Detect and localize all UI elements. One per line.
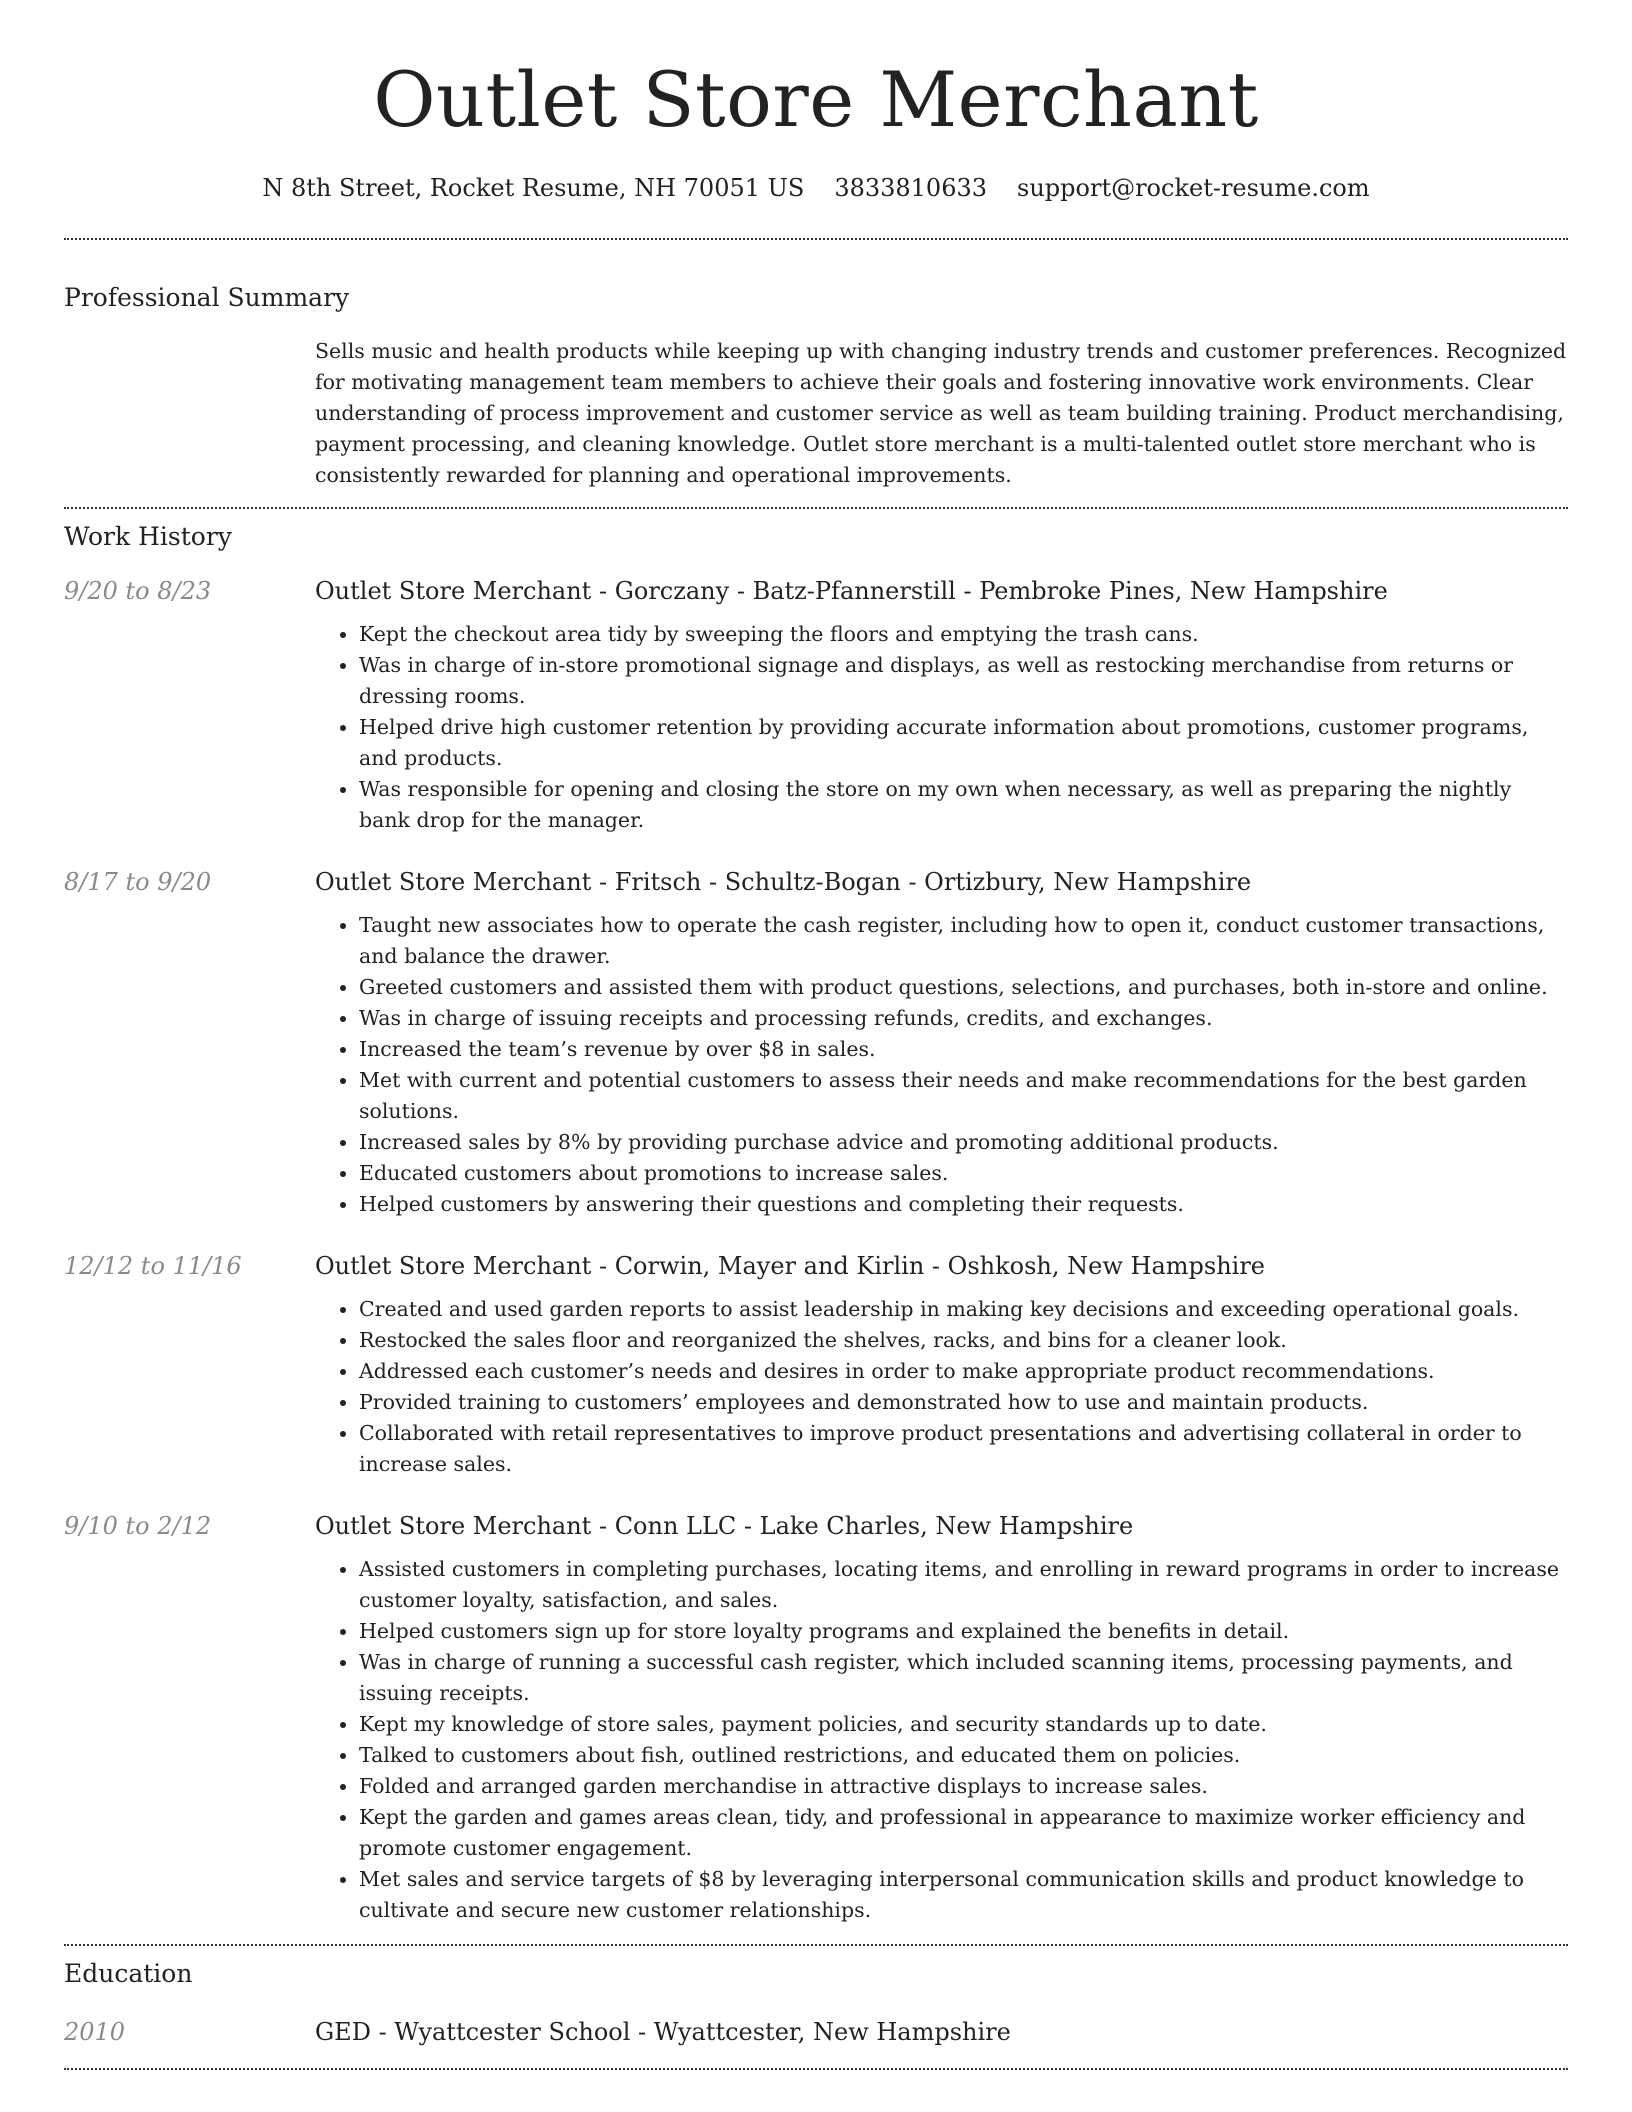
- job-bullet: • Helped customers sign up for store loyalty programs and explained the benefits in detail.: [359, 1616, 1568, 1647]
- summary-row: [64, 336, 1568, 491]
- job-entry: [64, 866, 1568, 1220]
- resume-name: Outlet Store Merchant: [373, 55, 1259, 144]
- job-bullet: • Folded and arranged garden merchandise in attractive displays to increase sales.: [359, 1771, 1568, 1802]
- job-entry: [64, 1250, 1568, 1480]
- job-bullet: • Assisted customers in completing purchases, locating items, and enrolling in reward programs in order to increase customer loyalty, satisfaction, and sales.: [359, 1554, 1568, 1616]
- job-bullet: • Talked to customers about fish, outlined restrictions, and educated them on policies.: [359, 1740, 1568, 1771]
- job-bullets: [315, 910, 1568, 1220]
- job-bullets: [315, 1554, 1568, 1926]
- job-bullet: • Increased the team’s revenue by over $8 in sales.: [359, 1034, 1568, 1065]
- work-divider: [64, 1944, 1568, 1946]
- job-bullet: • Was in charge of issuing receipts and processing refunds, credits, and exchanges.: [359, 1003, 1568, 1034]
- job-bullet: • Met with current and potential customers to assess their needs and make recommendations for the best garden solutions.: [359, 1065, 1568, 1127]
- job-bullet: • Helped drive high customer retention by providing accurate information about promotions, customer programs, and products.: [359, 712, 1568, 774]
- job-title: Outlet Store Merchant - Corwin, Mayer and Kirlin - Oshkosh, New Hampshire: [315, 1252, 1266, 1280]
- job-bullet: • Was responsible for opening and closing the store on my own when necessary, as well as preparing the nightly bank drop for the manager.: [359, 774, 1568, 836]
- job-bullet: • Provided training to customers’ employees and demonstrated how to use and maintain products.: [359, 1387, 1568, 1418]
- job-bullet: • Kept the checkout area tidy by sweeping the floors and emptying the trash cans.: [359, 619, 1568, 650]
- contact-phone: 3833810633: [834, 174, 988, 202]
- job-dates: 12/12 to 11/16: [64, 1252, 242, 1280]
- education-year: 2010: [64, 2018, 126, 2046]
- job-dates: 8/17 to 9/20: [64, 868, 212, 896]
- job-bullet: • Met sales and service targets of $8 by leveraging interpersonal communication skills and product knowledge to cultivate and secure new customer relationships.: [359, 1864, 1568, 1926]
- job-dates: 9/10 to 2/12: [64, 1512, 212, 1540]
- summary-text: Sells music and health products while keeping up with changing industry trends and customer preferences. Recognized for motivating management team members to achieve their goals and fostering innovative work environments. Clear understanding of process improvement and customer service as well as team building training. Product merchandising, payment processing, and cleaning knowledge. Outlet store merchant is a multi-talented outlet store merchant who is consistently rewarded for planning and operational improvements.: [315, 339, 1567, 487]
- education-entry: [64, 2016, 1568, 2048]
- education-degree: GED - Wyattcester School - Wyattcester, New Hampshire: [315, 2018, 1011, 2046]
- education-divider: [64, 2068, 1568, 2070]
- job-entry: [64, 575, 1568, 836]
- summary-divider: [64, 507, 1568, 509]
- contact-email[interactable]: support@rocket-resume.com: [1017, 174, 1370, 202]
- job-bullet: • Helped customers by answering their questions and completing their requests.: [359, 1189, 1568, 1220]
- job-bullet: • Addressed each customer’s needs and desires in order to make appropriate product recommendations.: [359, 1356, 1568, 1387]
- job-bullet: • Kept my knowledge of store sales, payment policies, and security standards up to date.: [359, 1709, 1568, 1740]
- job-bullet: • Increased sales by 8% by providing purchase advice and promoting additional products.: [359, 1127, 1568, 1158]
- job-bullet: • Taught new associates how to operate the cash register, including how to open it, conduct customer transactions, and balance the drawer.: [359, 910, 1568, 972]
- header-divider: [64, 238, 1568, 240]
- work-section-title: Work History: [64, 522, 232, 551]
- job-entry: [64, 1510, 1568, 1926]
- job-bullet: • Collaborated with retail representatives to improve product presentations and advertising collateral in order to increase sales.: [359, 1418, 1568, 1480]
- job-title: Outlet Store Merchant - Gorczany - Batz-Pfannerstill - Pembroke Pines, New Hampshire: [315, 577, 1388, 605]
- job-bullet: • Was in charge of in-store promotional signage and displays, as well as restocking merchandise from returns or dressing rooms.: [359, 650, 1568, 712]
- job-dates: 9/20 to 8/23: [64, 577, 212, 605]
- summary-left-spacer: [64, 336, 315, 491]
- summary-section-title: Professional Summary: [64, 283, 350, 312]
- job-title: Outlet Store Merchant - Fritsch - Schultz-Bogan - Ortizbury, New Hampshire: [315, 868, 1252, 896]
- job-bullet: • Restocked the sales floor and reorganized the shelves, racks, and bins for a cleaner look.: [359, 1325, 1568, 1356]
- job-bullet: • Was in charge of running a successful cash register, which included scanning items, processing payments, and issuing receipts.: [359, 1647, 1568, 1709]
- job-bullets: [315, 1294, 1568, 1480]
- job-bullet: • Kept the garden and games areas clean, tidy, and professional in appearance to maximize worker efficiency and promote customer engagement.: [359, 1802, 1568, 1864]
- job-bullet: • Educated customers about promotions to increase sales.: [359, 1158, 1568, 1189]
- contact-line: [64, 172, 1568, 204]
- resume-page: [64, 0, 1568, 2070]
- job-bullet: • Greeted customers and assisted them with product questions, selections, and purchases, both in-store and online.: [359, 972, 1568, 1003]
- education-section-title: Education: [64, 1959, 193, 1988]
- job-bullet: • Created and used garden reports to assist leadership in making key decisions and exceeding operational goals.: [359, 1294, 1568, 1325]
- contact-address: N 8th Street, Rocket Resume, NH 70051 US: [262, 174, 805, 202]
- job-bullets: [315, 619, 1568, 836]
- job-title: Outlet Store Merchant - Conn LLC - Lake Charles, New Hampshire: [315, 1512, 1134, 1540]
